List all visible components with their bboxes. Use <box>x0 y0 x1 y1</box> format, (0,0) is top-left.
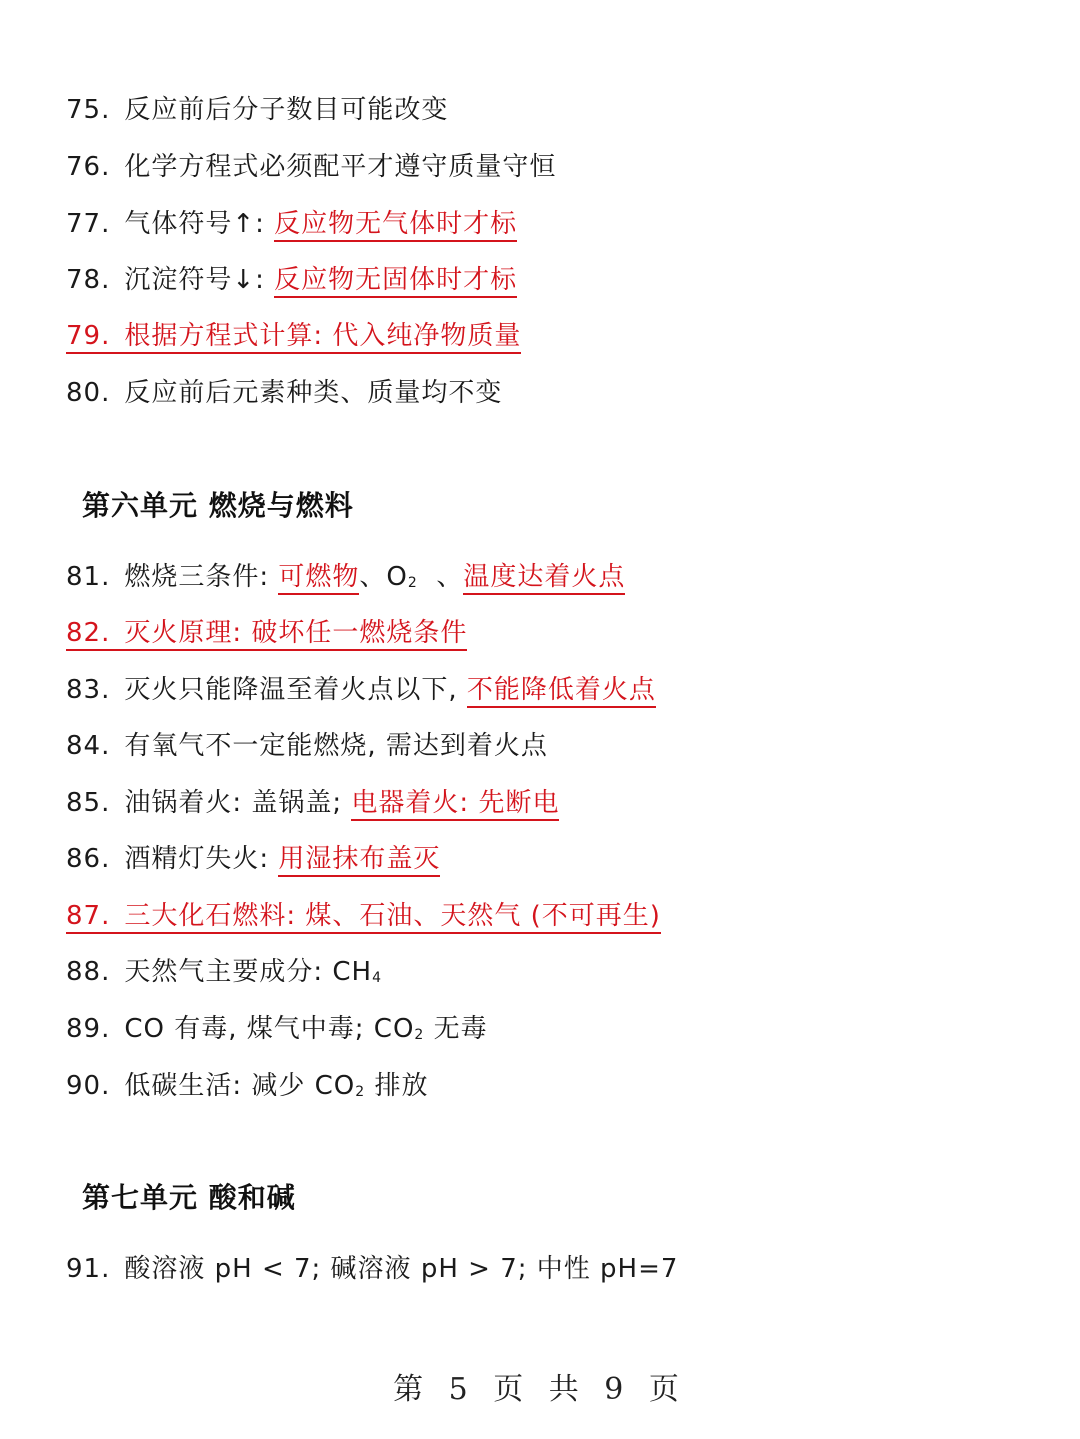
unit6-heading: 第六单元 燃烧与燃料 <box>82 489 354 522</box>
item-89: 89. CO 有毒, 煤气中毒; $CO_2$ 无毒 <box>66 1014 488 1044</box>
item-78: 78. 沉淀符号↓: 反应物无固体时才标 <box>66 262 517 298</box>
item-79-highlight: 79. 根据方程式计算: 代入纯净物质量 <box>66 321 521 354</box>
item-88: 88. 天然气主要成分: $CH_4$ <box>66 957 383 987</box>
item-84: 84. 有氧气不一定能燃烧, 需达到着火点 <box>66 731 548 761</box>
item-87-highlight: 87. 三大化石燃料: 煤、石油、天然气 (不可再生) <box>66 901 661 934</box>
item-79 <box>66 318 521 354</box>
item-80: 80. 反应前后元素种类、质量均不变 <box>66 378 503 408</box>
item-81-highlight-1: 可燃物 <box>278 562 359 595</box>
page-footer: 第 5 页 共 9 页 <box>393 1372 687 1407</box>
item-90: 90. 低碳生活: 减少 $CO_2$ 排放 <box>66 1071 429 1101</box>
item-75: 75. 反应前后分子数目可能改变 <box>66 95 449 125</box>
item-82-highlight: 82. 灭火原理: 破坏任一燃烧条件 <box>66 618 467 651</box>
item-86: 86. 酒精灯失火: 用湿抹布盖灭 <box>66 841 440 877</box>
item-81: 81. 燃烧三条件: 可燃物、$O_2$ 、温度达着火点 <box>66 559 625 601</box>
item-81-highlight-2: 温度达着火点 <box>463 562 625 595</box>
unit7-heading: 第七单元 酸和碱 <box>82 1181 296 1214</box>
item-87 <box>66 898 661 934</box>
item-76: 76. 化学方程式必须配平才遵守质量守恒 <box>66 152 557 182</box>
item-82 <box>66 615 467 651</box>
item-77: 77. 气体符号↑: 反应物无气体时才标 <box>66 206 517 242</box>
item-83-highlight: 不能降低着火点 <box>467 675 656 708</box>
item-85-highlight: 电器着火: 先断电 <box>351 788 559 821</box>
item-77-highlight: 反应物无气体时才标 <box>274 209 517 242</box>
item-85: 85. 油锅着火: 盖锅盖; 电器着火: 先断电 <box>66 785 559 821</box>
item-78-highlight: 反应物无固体时才标 <box>274 265 517 298</box>
item-91: 91. 酸溶液 pH < 7; 碱溶液 pH > 7; 中性 pH=7 <box>66 1254 679 1284</box>
item-83: 83. 灭火只能降温至着火点以下, 不能降低着火点 <box>66 672 656 708</box>
item-86-highlight: 用湿抹布盖灭 <box>278 844 440 877</box>
